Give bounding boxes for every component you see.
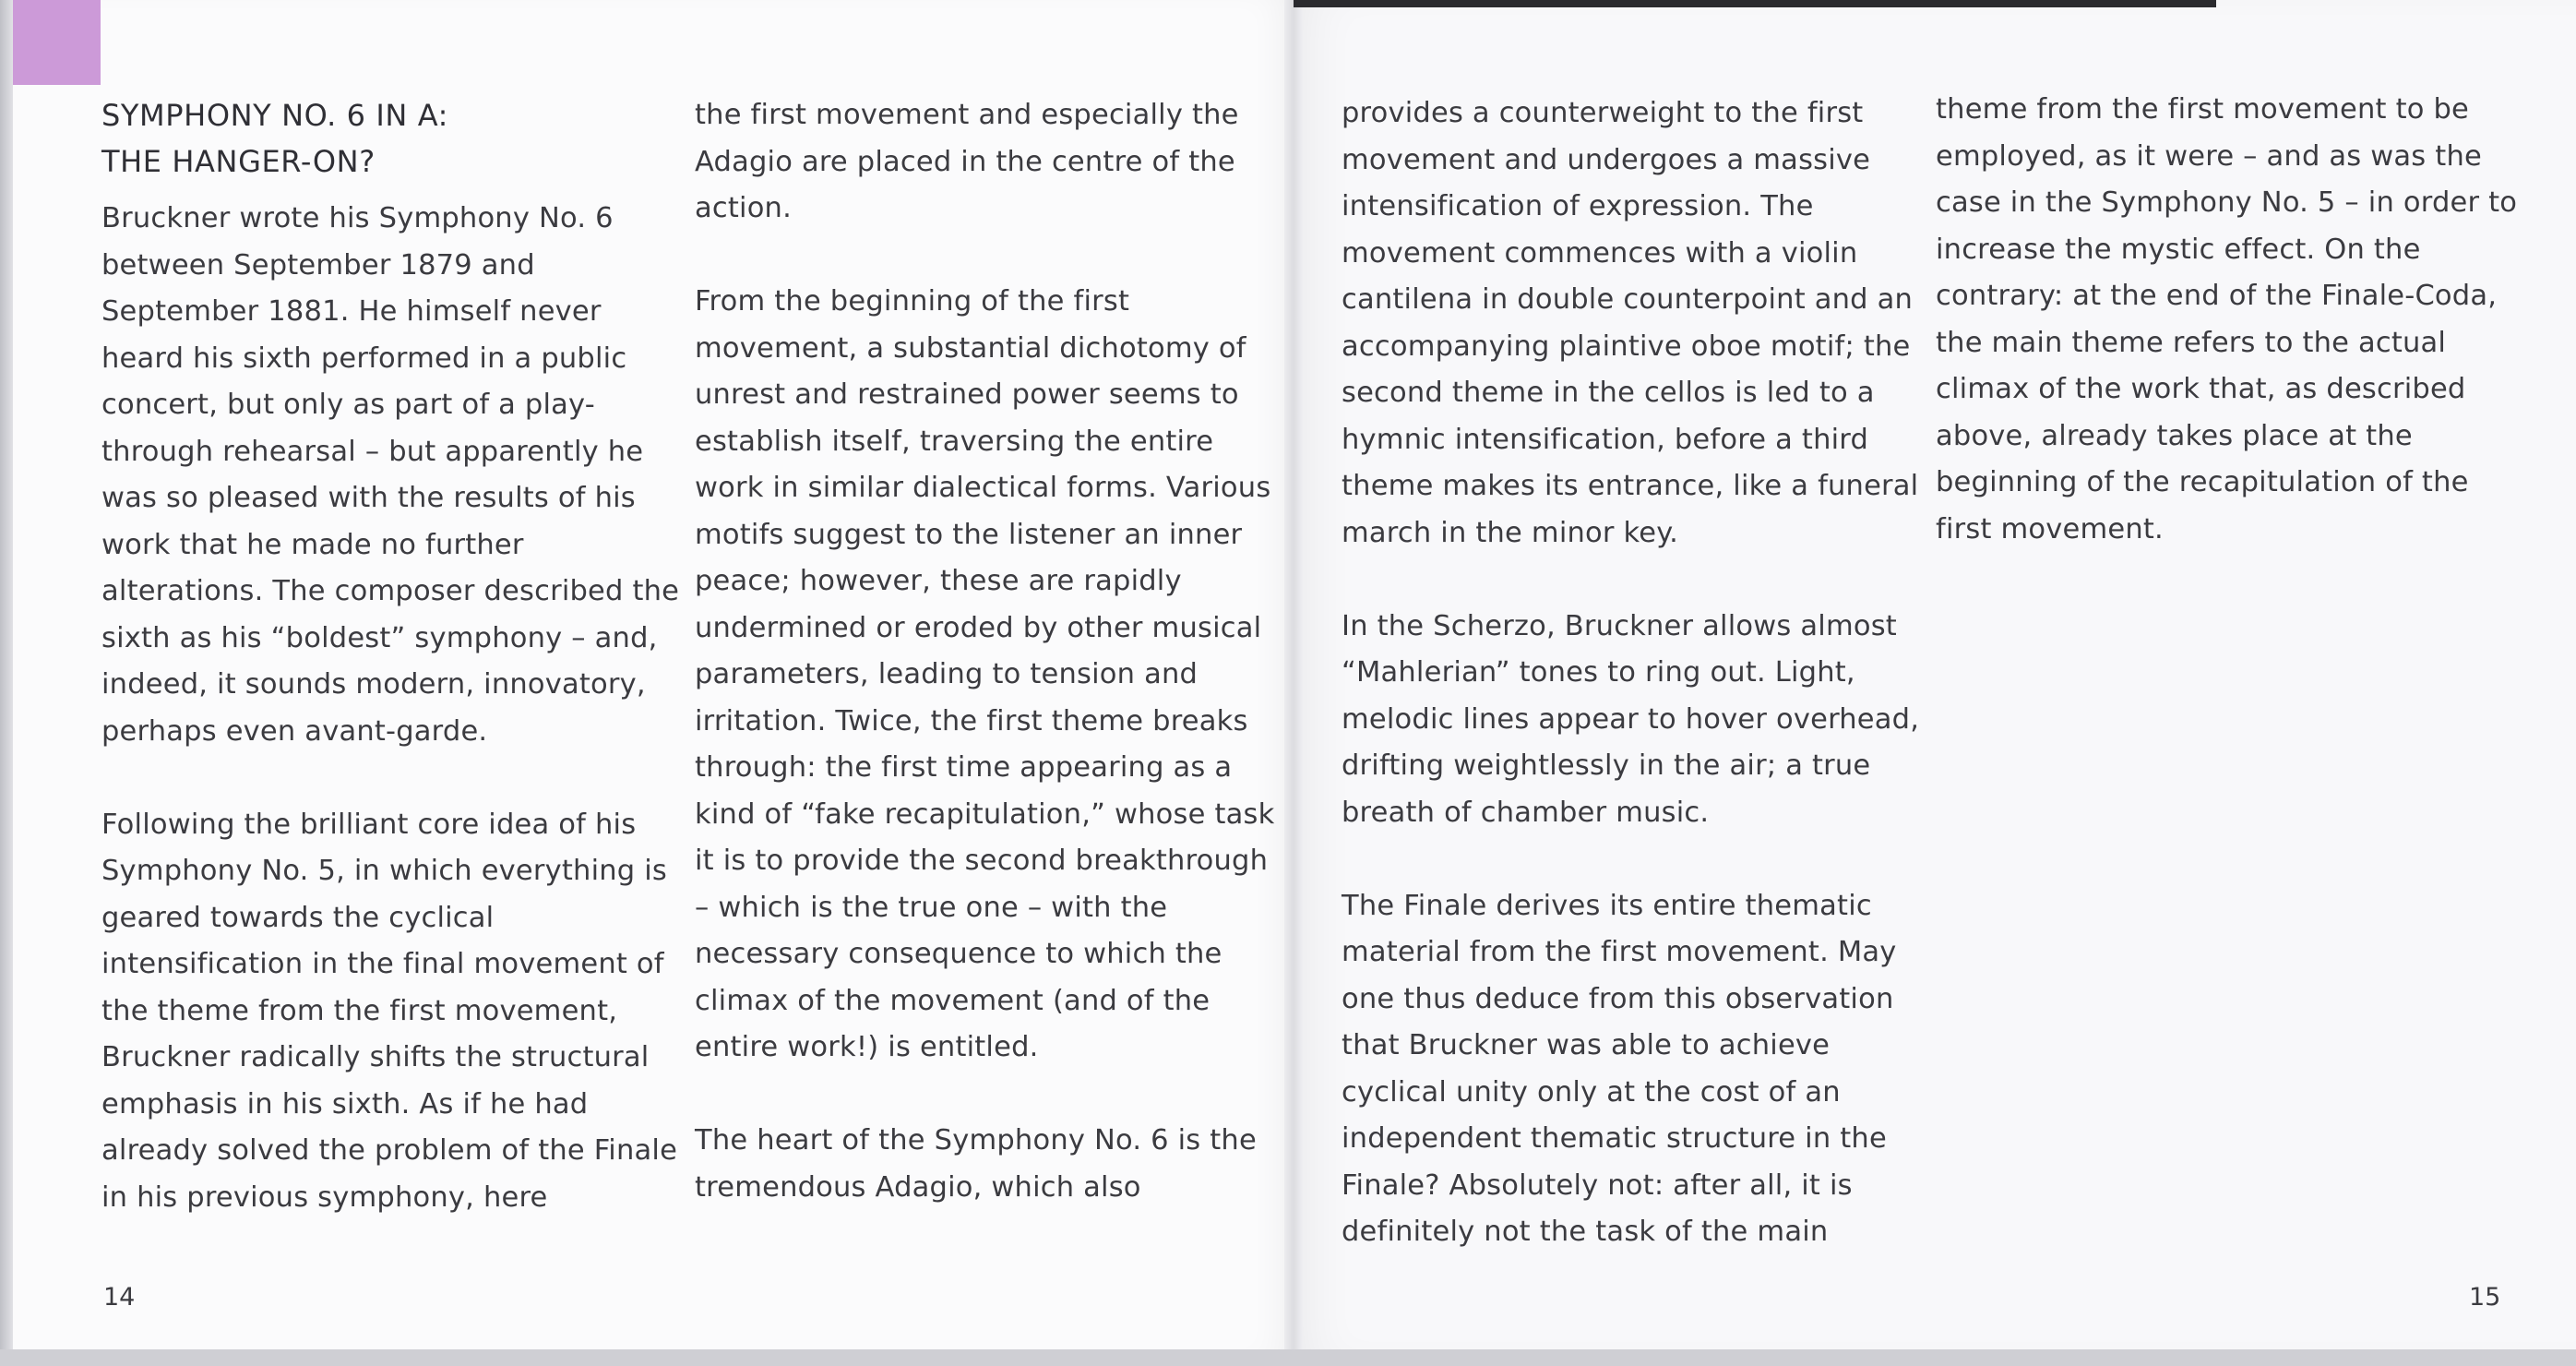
paragraph: From the beginning of the first movement, a substantial dichotomy of unrest and restrained power seems to establish itself, traversing the entire work in similar dialectical forms. Various motifs suggest to the listener an inner peace; however, these are rapidly undermined or eroded by other musical parameters, leading to tension and irritation. Twice, the first theme breaks through: the first time appearing as a kind of “fake recapitulation,” whose task it is to provide the second breakthrough – which is the true one – with the necessary consequence to which the climax of the movement (and of the entire work!) is entitled. xyxy=(695,285,1275,1063)
paragraph: The Finale derives its entire thematic material from the first movement. May one thus deduce from this observation that Bruckner was able to achieve cyclical unity only at the cost of an independent thematic structure in the Finale? Absolutely not: after all, it is definitely not the task of the main xyxy=(1342,889,1897,1248)
booklet-bottom-edge xyxy=(0,1349,2576,1366)
heading-line-1: SYMPHONY NO. 6 IN A: xyxy=(101,98,449,133)
paragraph: theme from the first movement to be employed, as it were – and as was the case in the Symphony No. 5 – in order to increase the mystic effect. On the contrary: at the end of the Finale-Coda, the main theme refers to the actual climax of the work that, as described above, already takes place at the beginning of the recapitulation of the first movement. xyxy=(1936,93,2518,545)
page-number-left: 14 xyxy=(103,1283,136,1312)
accent-color-tab xyxy=(13,0,101,85)
column-4 xyxy=(1936,87,2526,600)
page-number-right: 15 xyxy=(2469,1283,2501,1312)
booklet-left-edge xyxy=(0,0,13,1366)
top-edge-shadow xyxy=(1294,0,2216,7)
paragraph: The heart of the Symphony No. 6 is the tremendous Adagio, which also xyxy=(695,1124,1257,1204)
paragraph: the first movement and especially the Adagio are placed in the centre of the action. xyxy=(695,99,1239,224)
paragraph: In the Scherzo, Bruckner allows almost “Mahlerian” tones to ring out. Light, melodic lines appear to hover overhead, drifting weightlessly in the air; a true breath of chamber music. xyxy=(1342,609,1920,829)
paragraph: Following the brilliant core idea of his Symphony No. 5, in which everything is geared towards the cyclical intensification in the final movement of the theme from the first movement, Bruckner radically shifts the structural emphasis in his sixth. As if he had already solved the problem of the Finale in his previous symphony, here xyxy=(101,808,678,1214)
paragraph: provides a counterweight to the first movement and undergoes a massive intensification of expression. The movement commences with a violin cantilena in double counterpoint and an accompanying plaintive oboe motif; the second theme in the cellos is led to a hymnic intensification, before a third theme makes its entrance, like a funeral march in the minor key. xyxy=(1342,97,1919,549)
page-gutter xyxy=(1284,0,1303,1357)
section-heading xyxy=(101,92,692,185)
column-2 xyxy=(695,92,1285,1258)
column-1 xyxy=(101,92,692,1268)
paragraph: Bruckner wrote his Symphony No. 6 between September 1879 and September 1881. He himself never heard his sixth performed in a public concert, but only as part of a play-through rehearsal – but apparently he was so pleased with the results of his work that he made no further alterations. The composer described the sixth as his “boldest” symphony – and, indeed, it sounds modern, innovatory, perhaps even avant-garde. xyxy=(101,202,680,748)
column-3 xyxy=(1342,90,1932,1302)
heading-line-2: THE HANGER-ON? xyxy=(101,144,376,179)
